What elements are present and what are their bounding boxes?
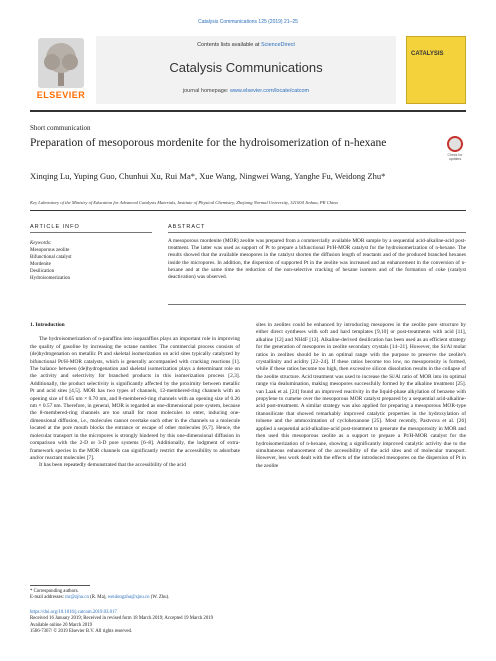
journal-reference[interactable]: Catalysis Communications 125 (2019) 21–25 [198, 19, 298, 25]
article-info-heading: ARTICLE INFO [30, 224, 80, 230]
contents-line [96, 42, 396, 48]
body-column-right [256, 322, 466, 470]
homepage-link[interactable]: www.elsevier.com/locate/catcom [229, 88, 310, 94]
body-paragraph: The hydroisomerization of n-paraffins into isoparaffins plays an important role in improving the quality of gasoline by increasing the octane number. The commercial process consists of (de)hydrogenation on metallic Pt and skeletal isomerization on acid sites typically catalyzed by bifunctional Pt/H-MOR catalysts, which is generally accompanied with cracking reactions [1]. The balance between (de)hydrogenation and skeletal isomerization plays a determinant role on the activity and selectivity for branched products in this isomerization process [2,3]. Additionally, the product selectivity is significantly affected by the proximity between metallic Pt and acid sites [4,5]. MOR has two types of channels, 12-membered-ring channels with an opening size of 0.65 nm × 0.70 nm, and 8-membered-ring channels with an opening size of 0.26 nm × 0.57 nm. Therefore, in general, MOR is regarded as one-dimensional pore system, because the 8-membered-ring channels are too small for most molecules to enter, inducing one-dimensional diffusion, i.e., molecules cannot overtake each other in the channels so a molecule located at the pore mouth blocks the entrance or escape of other molecules [6,7]. Hence, the molecular transport in the micropores is strongly hindered by this one-dimensional diffusion in comparison with the 2-D or 3-D pore systems [6–8]. Additionally, the lodgment of extra-framework species in the MOR channels can significantly restrict the accessibility to adsorbate and/or reactant molecules [7]. [30, 336, 240, 461]
keyword-item: Hydroisomerization [30, 276, 70, 281]
elsevier-logo[interactable] [30, 38, 92, 104]
article-type: Short communication [30, 124, 91, 132]
corresponding-note: * Corresponding authors. [30, 589, 79, 594]
keyword-item: Bifunctional catalyst [30, 255, 72, 260]
email-owner: (R. Ma), [88, 595, 108, 601]
available-date: Available online 20 March 2019 [30, 622, 92, 628]
footnote [30, 589, 466, 602]
email-link[interactable]: weidongzhu@zjnu.cn [107, 595, 150, 601]
received-dates: Received 16 January 2019; Received in revised form 18 March 2019; Accepted 19 March 2019 [30, 616, 214, 622]
masthead-divider [30, 110, 466, 112]
journal-header [96, 36, 396, 104]
affiliation: Key Laboratory of the Ministry of Education for Advanced Catalysis Materials, Institute of Physical Chemistry, Zhejiang Normal University, 321004 Jinhua, PR China [30, 200, 338, 205]
keywords-block [30, 240, 152, 282]
homepage-prefix: journal homepage: [182, 88, 230, 94]
keywords-heading: Keywords: [30, 241, 52, 246]
crossmark-label: Check for updates [447, 153, 463, 161]
cover-title: CATALYSIS [411, 51, 444, 57]
author-list: Xinqing Lu, Yuping Guo, Chunhui Xu, Rui Ma*, Xue Wang, Ningwei Wang, Yanghe Fu, Weidong Zhu* [30, 171, 386, 181]
body-paragraph: sites in zeolites could be enhanced by introducing mesopores in the zeolite pore structure by either direct syntheses with soft and hard templates [9,10] or post-treatments with acid [11], alkaline [12] and NH4F [13]. Alkaline-derived desilication has been used as an efficient strategy for the generation of mesopores in zeolite secondary crystals [14–21]. However, the Si/Al molar ratios in zeolites should be in an optimal range with the purpose to preserve the zeolite's crystallinity and acidity [22–24]. If these ratios become too low, no mesoporosity is formed, while if these ratios become too high, then excessive silicon dissolution results in the collapse of the zeolite structure. Acid treatment was used to increase the Si/Al ratio of MOR into its optimal range via dealumination, making mesopores successfully formed by the alkaline treatment [25]. van Laak et al. [24] found an improved reactivity in the liquid-phase alkylation of benzene with propylene to cumene over the mesoporous MOR catalyst prepared by a sequential acid-alkaline-acid post-treatment. A similar strategy was also applied for preparing a mesoporous MOR-type titanosilicate that showed remarkably improved catalytic properties in the hydroxylation of toluene and the ammoximation of cyclohexanone [25]. Most recently, Pastvova et al. [26] applied a sequential acid-alkaline-acid post-treatment to generate the mesoporosity in MOR and then used this mesoporous zeolite as a support to prepare a Pt/H-MOR catalyst for the hydroisomerization of n-hexane, showing a significantly improved catalytic activity due to the simultaneous enhancement of the accessibility of the acid sites and of molecular transport. However, less work dealt with the effects of the introduced mesopores on the dispersion of Pt in the zeolite [256, 322, 466, 469]
masthead [30, 36, 466, 106]
crossmark-badge[interactable] [444, 136, 466, 164]
copyright: 1566-7367/ © 2019 Elsevier B.V. All rights reserved. [30, 629, 133, 635]
publisher-name: ELSEVIER [36, 90, 86, 100]
footnote-divider [30, 585, 90, 586]
affiliation-divider [30, 210, 466, 211]
body-column-left [30, 322, 240, 470]
crossmark-icon [447, 136, 463, 152]
abstract-end-divider [168, 304, 466, 305]
email-owner: (W. Zhu). [149, 595, 170, 601]
journal-title[interactable]: Catalysis Communications [169, 60, 323, 75]
abstract-text: A mesoporous mordenite (MOR) zeolite was prepared from a commercially available MOR sample by a sequential acid-alkaline-acid post-treatment. The latter was used as support of Pt to prepare a bifunctional Pt/H-MOR catalyst for the hydroisomerization of n-hexane. The results showed that the available mesopores in the catalyst shorten the diffusion length of reactants and of the produced branched hexanes inside the micropores. In addition, the dispersion of supported Pt in the zeolite was increased and an enhancement in the conversion of n-hexane and at the same time the reduction of the non-selective cracking of hexane isomers and of the formation of coke (catalyst deactivation) was observed. [168, 238, 466, 281]
body-paragraph: It has been repeatedly demonstrated that the accessibility of the acid [39, 462, 186, 469]
journal-cover-thumbnail[interactable] [406, 36, 466, 104]
sciencedirect-link[interactable]: ScienceDirect [260, 42, 295, 48]
section-heading: 1. Introduction [30, 322, 65, 328]
abstract-heading: ABSTRACT [168, 224, 206, 230]
article-metadata [30, 610, 466, 636]
keyword-item: Mordenite [30, 262, 51, 267]
homepage-line [96, 88, 396, 94]
contents-prefix: Contents lists available at [197, 42, 261, 48]
article-info-divider [30, 232, 152, 233]
keyword-item: Desilication [30, 269, 55, 274]
abstract-divider [168, 232, 466, 233]
article-title: Preparation of mesoporous mordenite for the hydroisomerization of n-hexane [30, 137, 387, 149]
keyword-item: Mesoporous zeolite [30, 248, 70, 253]
elsevier-tree-icon [38, 38, 84, 88]
email-line [30, 595, 466, 601]
email-prefix: E-mail addresses: [30, 595, 66, 601]
doi-link[interactable]: https://doi.org/10.1016/j.catcom.2019.03.017 [30, 610, 117, 615]
email-link[interactable]: mr@zjnu.cn [65, 595, 89, 601]
